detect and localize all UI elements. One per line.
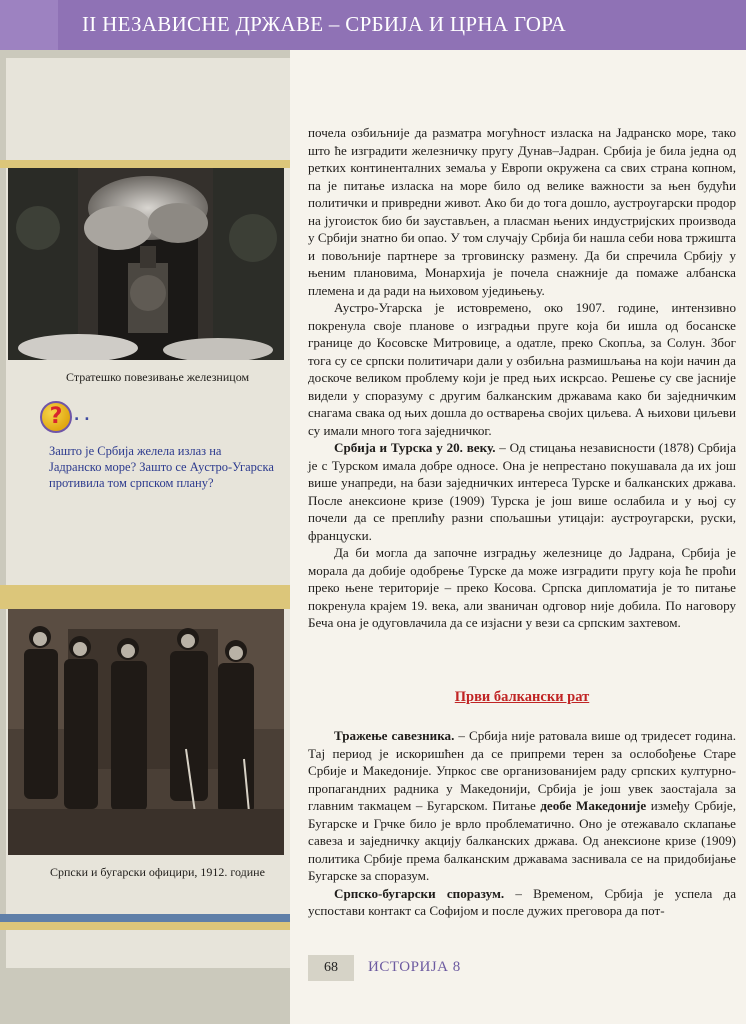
page-header xyxy=(0,0,746,50)
paragraph-text: – Временом, Србија је успела да успостави контакт са Софијом и после дужих преговора да пот- xyxy=(308,885,737,918)
officers-photo xyxy=(8,609,284,855)
key-term: деобе Македоније xyxy=(540,798,647,813)
review-question: Зашто је Србија желела излаз на Јадранско море? Зашто се Аустро-Угарска противила том српском плану? xyxy=(49,444,274,490)
paragraph xyxy=(308,885,736,920)
paragraph xyxy=(308,727,736,885)
page-number: 68 xyxy=(324,960,338,975)
question-mark-icon: ? xyxy=(40,401,72,433)
chapter-title: II НЕЗАВИСНЕ ДРЖАВЕ – СРБИЈА И ЦРНА ГОРА xyxy=(82,12,566,36)
paragraph-lead: Тражење савезника. xyxy=(334,728,455,743)
paragraph: Да би могла да започне изградњу железнице до Јадрана, Србија је морала да добије одобрење Турске да може изградити пругу која ће проћи преко њене територије – преко Косова. Српска дипломатија је то питање покренула крајем 19. века, али званичан одговор није добила. По наговору Беча она је одуговлачила да се изјасни у вези са српским захтевом. xyxy=(308,545,736,630)
question-dots: . . xyxy=(74,408,90,424)
paragraph-lead: Српско-бугарски споразум. xyxy=(334,885,505,901)
sidebar-band xyxy=(0,922,290,930)
page-number-box xyxy=(308,955,354,981)
text-block-1 xyxy=(308,124,736,632)
paragraph-text: – Србија није ратовала више од тридесет година. Тај период је искоришћен да се припреми терен за ослобођење Старе Србије и Македоније. Упркос све организованијем раду српских културно-пропагандних радника у Македонији, Србија је још увек заостајала за главним такмацем – Бугарском. Питање xyxy=(308,728,736,813)
paragraph xyxy=(308,439,736,544)
text-block-2 xyxy=(308,727,736,920)
sidebar-band xyxy=(0,585,290,609)
header-accent xyxy=(0,0,58,50)
photo-caption: Стратешко повезивање железницом xyxy=(66,370,250,384)
section-heading: Први балкански рат xyxy=(454,689,590,705)
paragraph: Аустро-Угарска је истовремено, око 1907. године, интензивно покренула своје планове о изградњи пруге која би ишла од босанске границе до Косовске Митровице, а одатле, преко Скопља, за Солун. Због тога су се српски политичари дали у озбиљна размишљања на који начин да доскоче великом проблему који је пред њих искрсао. Решење су све јасније видели у споразуму с другим балканским државама како би заједничким снагама свака од њих дошла до остварења својих циљева. А њихови циљеви су имали много тога заједничког. xyxy=(308,300,736,438)
paragraph-lead: Србија и Турска у 20. веку. xyxy=(334,440,496,455)
locomotive-image xyxy=(8,168,284,360)
paragraph-text: између Србије, Бугарске и Грчке било је врло проблематично. Оно је отежавало склапање савеза и заједничку акцију балканских држава. Од анексионе кризе (1909) политика Србије према балканским државама заснивала се на придобијање Бугарске за споразум. xyxy=(308,798,736,883)
paragraph: почела озбиљније да разматра могућност изласка на Јадранско море, тако што ће изградити железничку пругу Дунав–Јадран. Србија је била једна од ретких континенталних земаља у Европи окружена са свих страна копном, па је питање изласка на море било од велике важности за њен будући политички и привредни живот. Ако би до тога дошло, аустроугарски продор на југоисток био би заустављен, а пласман њених индустријских производа у Србији знатно би опао. У том случају Србија би нашла себи нова тржишта и повољније партнере за трговинску размену. Да би спречила Србију у њеним плановима, Монархија је почела снажније да помаже албанска племена и да ради на њиховом уједињењу. xyxy=(308,125,736,298)
sidebar-band xyxy=(0,914,290,922)
paragraph-text: – Од стицања независности (1878) Србија је с Турском имала добре односе. Она је непрестано покушавала да их још више унапреди, на бази заједничких интереса Турске и балканских држава. После анексионе кризе (1909) Турска је још више ослабила и у њој су почели да се преплићу разни спољашњи утицаји: аустроугарски, руски, француски. xyxy=(308,440,737,543)
book-title: ИСТОРИЈА 8 xyxy=(368,959,461,975)
sidebar-band xyxy=(0,160,290,168)
photo-caption: Српски и бугарски официри, 1912. године xyxy=(50,865,265,879)
locomotive-photo xyxy=(8,168,284,360)
officers-image xyxy=(8,609,284,855)
